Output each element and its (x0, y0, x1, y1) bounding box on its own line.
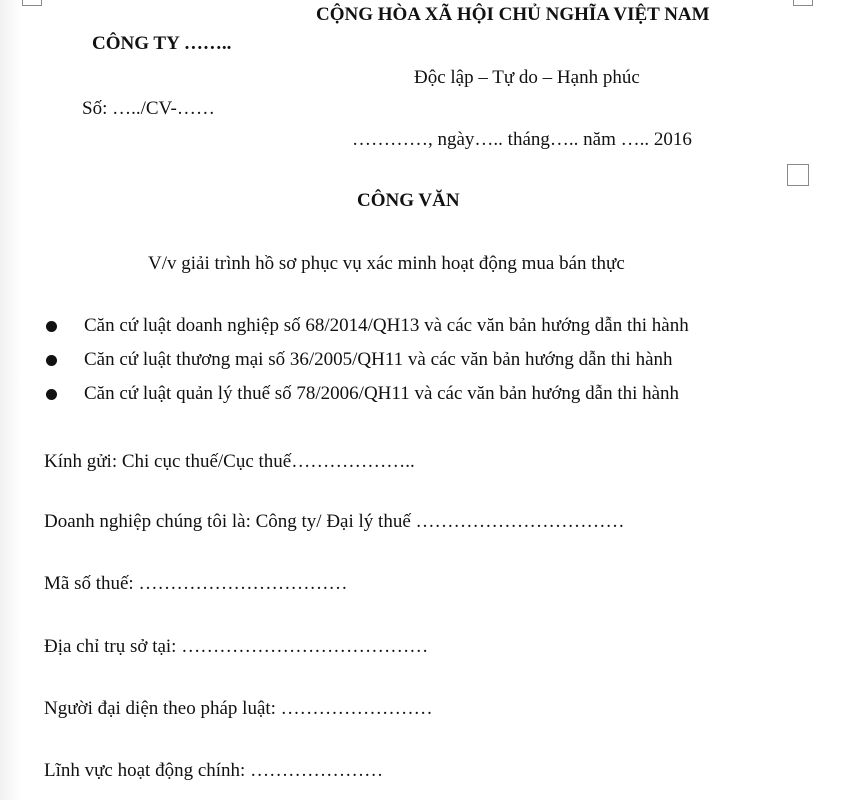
bullet-icon (46, 355, 57, 366)
address-line: Địa chỉ trụ sở tại: ………………………………… (44, 636, 429, 657)
enterprise-line: Doanh nghiệp chúng tôi là: Công ty/ Đại lý thuế …………………………… (44, 511, 625, 532)
legal-representative-line: Người đại diện theo pháp luật: …………………… (44, 698, 433, 719)
legal-basis-list (40, 314, 689, 416)
country-name: CỘNG HÒA XÃ HỘI CHỦ NGHĨA VIỆT NAM (316, 4, 710, 25)
document-subject: V/v giải trình hồ sơ phục vụ xác minh hoạt động mua bán thực (148, 253, 625, 274)
date-line: …………, ngày….. tháng….. năm ….. 2016 (352, 129, 692, 150)
list-item (40, 314, 689, 348)
bullet-icon (46, 389, 57, 400)
document-title: CÔNG VĂN (357, 190, 460, 211)
company-name: CÔNG TY …….. (92, 33, 232, 54)
page-edge-shadow (0, 0, 22, 800)
text-box-handle[interactable] (787, 164, 809, 186)
list-item (40, 382, 689, 416)
legal-basis-text: Căn cứ luật quản lý thuế số 78/2006/QH11 và các văn bản hướng dẫn thi hành (84, 383, 680, 404)
legal-basis-text: Căn cứ luật thương mại số 36/2005/QH11 và các văn bản hướng dẫn thi hành (84, 349, 673, 370)
tax-code-line: Mã số thuế: …………………………… (44, 573, 348, 594)
national-motto: Độc lập – Tự do – Hạnh phúc (414, 67, 640, 88)
bullet-icon (46, 321, 57, 332)
main-business-line: Lĩnh vực hoạt động chính: ………………… (44, 760, 384, 781)
recipient-line: Kính gửi: Chi cục thuế/Cục thuế……………….. (44, 451, 415, 472)
layout-marker-top-right (793, 0, 813, 6)
document-number: Số: …../CV-…… (82, 98, 215, 119)
layout-marker-top-left (22, 0, 42, 6)
legal-basis-text: Căn cứ luật doanh nghiệp số 68/2014/QH13 và các văn bản hướng dẫn thi hành (84, 315, 689, 336)
list-item (40, 348, 689, 382)
